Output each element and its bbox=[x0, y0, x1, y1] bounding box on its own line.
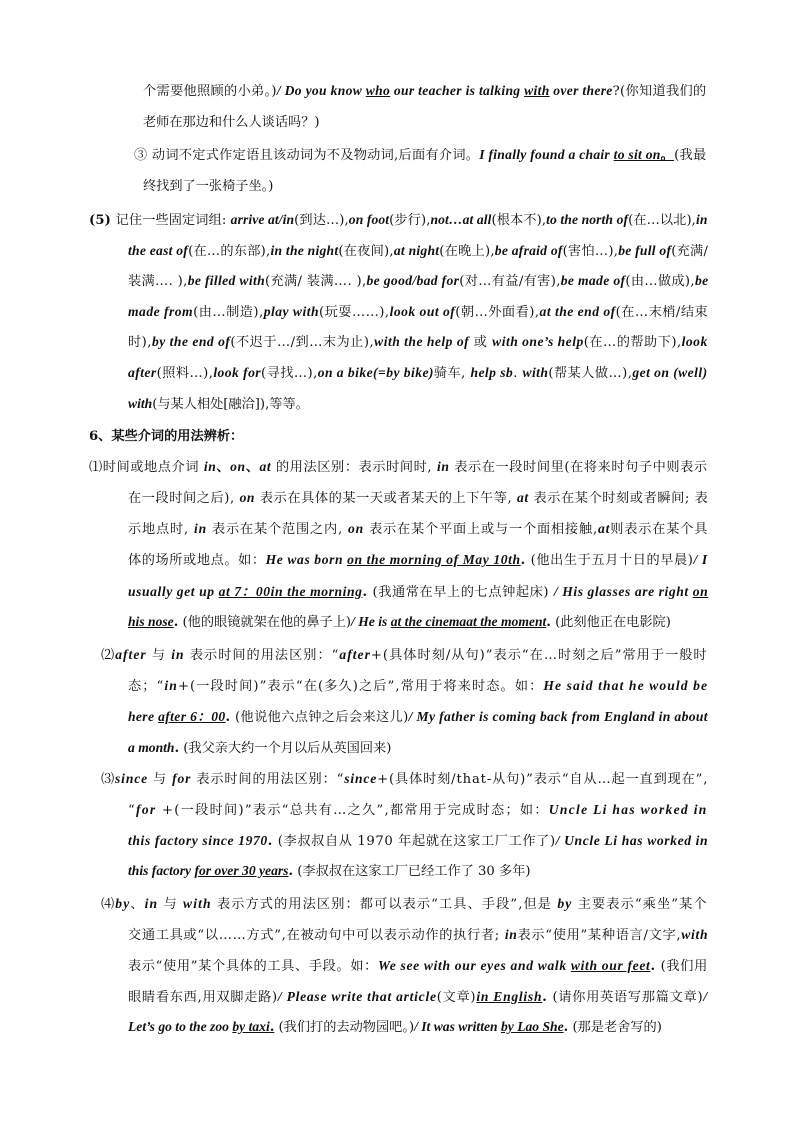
text-line bbox=[128, 1017, 662, 1038]
text-run: by the end of bbox=[151, 334, 231, 349]
text-line bbox=[128, 676, 708, 697]
text-run: (我通常在早上的七点钟起床) bbox=[367, 585, 554, 600]
text-line bbox=[128, 987, 708, 1008]
text-run: who bbox=[365, 83, 391, 98]
text-run: to the north of bbox=[546, 212, 629, 227]
text-run: 表示在一段时间里(在将来时句子中则表示 bbox=[449, 460, 708, 475]
text-run: . bbox=[288, 864, 294, 879]
text-run: 态；“ bbox=[128, 679, 165, 694]
text-run: since bbox=[344, 771, 378, 786]
text-run: after bbox=[339, 647, 371, 662]
text-run: 装满…. ), bbox=[128, 274, 188, 289]
text-run: 、 bbox=[216, 460, 231, 475]
text-line bbox=[143, 113, 320, 133]
text-run: 则表示在某个具 bbox=[610, 522, 709, 537]
text-run: (他的眼镜就架在他的鼻子上) bbox=[178, 615, 352, 630]
text-run: . bbox=[267, 834, 273, 849]
text-line bbox=[128, 302, 708, 323]
text-run: (害怕…), bbox=[562, 244, 619, 259]
text-run: +(具体时刻/that-从句)”表示“自从…起一直到现在”, bbox=[377, 772, 709, 787]
text-run: (朝…外面看), bbox=[455, 305, 540, 320]
text-run: (那是老舍写的) bbox=[568, 1020, 662, 1035]
text-run: since bbox=[115, 771, 149, 786]
text-run: in bbox=[144, 896, 159, 911]
text-run: at bbox=[517, 490, 529, 505]
text-run: (李叔叔在这家工厂已经工作了 30 多年) bbox=[293, 864, 531, 879]
text-line bbox=[143, 81, 706, 102]
text-run: our teacher is talking bbox=[390, 83, 525, 98]
text-run: (照料…), bbox=[156, 366, 214, 381]
text-line bbox=[128, 861, 531, 882]
text-run: / bbox=[703, 989, 708, 1004]
text-run: by taxi bbox=[232, 1019, 270, 1034]
text-run: (充满/ 装满…. ), bbox=[264, 274, 367, 289]
text-run: 或 bbox=[469, 335, 493, 350]
text-run: be filled with bbox=[187, 273, 265, 288]
text-run: (在晚上), bbox=[439, 244, 495, 259]
text-run: (在…以北), bbox=[628, 213, 696, 228]
text-run: 眼睛看东西,用双脚走路) bbox=[128, 990, 278, 1005]
text-run: in bbox=[203, 459, 217, 474]
text-run: in the night bbox=[270, 243, 339, 258]
text-run: be full of bbox=[618, 243, 672, 258]
text-run: 表示在某个时刻或者瞬间; 表 bbox=[528, 491, 709, 506]
text-run: . bbox=[542, 990, 548, 1005]
text-run: at the end of bbox=[539, 304, 616, 319]
text-run: in bbox=[194, 521, 208, 536]
text-run: the east of bbox=[128, 243, 189, 258]
text-run: 老师在那边和什么人谈话吗？) bbox=[143, 115, 320, 130]
text-run: 6、某些介词的用法辨析： bbox=[89, 429, 244, 444]
text-run: Let’s go to the zoo bbox=[128, 1019, 233, 1034]
text-run: in bbox=[171, 647, 185, 662]
text-run: +(一段时间)”表示“在(多久)之后”,常用于将来时态。如： bbox=[177, 679, 544, 694]
text-run: 。 bbox=[660, 148, 675, 163]
text-run: help sb bbox=[470, 365, 514, 380]
text-line bbox=[128, 738, 391, 759]
text-run: be bbox=[694, 273, 709, 288]
text-run: be afraid of bbox=[494, 243, 563, 258]
text-run: +(一段时间)”表示“总共有…之久”,都常用于完成时态；如： bbox=[156, 803, 549, 818]
text-run: with our feet bbox=[570, 958, 651, 973]
text-run: ⑷ bbox=[101, 897, 116, 912]
text-run: 记住一些固定词组: bbox=[115, 213, 231, 228]
text-run: after 6：00 bbox=[158, 709, 226, 724]
text-run: (玩耍……), bbox=[319, 305, 390, 320]
text-line bbox=[128, 956, 708, 977]
text-run: . bbox=[362, 585, 368, 600]
text-run: at the cinemaat the moment bbox=[390, 614, 547, 629]
text-run: a month bbox=[128, 740, 175, 755]
text-run: at bbox=[259, 459, 272, 474]
text-run: with bbox=[183, 896, 212, 911]
text-run: at bbox=[598, 521, 611, 536]
text-run: in bbox=[164, 678, 178, 693]
text-run: 交通工具或“以……方式”,在被动句中可以表示动作的执行者; bbox=[128, 928, 505, 943]
text-run: (请你用英语写那篇文章) bbox=[547, 990, 704, 1005]
text-run: 主要表示“乘坐”某个 bbox=[572, 897, 708, 912]
text-run: 与 bbox=[146, 648, 172, 663]
text-run: (我们用 bbox=[655, 959, 708, 974]
text-run: / Please write that article bbox=[277, 989, 437, 1004]
text-run: in bbox=[695, 212, 708, 227]
text-run: look for bbox=[213, 365, 262, 380]
text-run: (帮某人做…), bbox=[548, 366, 633, 381]
text-run: / My father is coming back from England in about bbox=[408, 709, 708, 724]
text-run: by Lao She bbox=[500, 1019, 564, 1034]
text-run: ⑵ bbox=[101, 648, 116, 663]
text-run: 表示时间的用法区别：“ bbox=[184, 648, 340, 663]
text-line bbox=[101, 894, 708, 915]
text-line bbox=[128, 241, 708, 262]
text-run: (由…制造), bbox=[193, 305, 264, 320]
text-run: / It was written bbox=[414, 1019, 501, 1034]
text-run: get on (well) bbox=[632, 365, 708, 380]
text-run: “ bbox=[128, 803, 137, 818]
text-line bbox=[143, 177, 273, 197]
text-line bbox=[89, 457, 708, 478]
text-run: 的用法区别：表示时间时, bbox=[271, 460, 437, 475]
text-run: (步行), bbox=[389, 213, 431, 228]
text-line bbox=[128, 800, 708, 821]
text-run: with one’s help bbox=[492, 334, 584, 349]
text-run: after bbox=[115, 647, 147, 662]
text-run: usually get up bbox=[128, 584, 219, 599]
text-run: 在一段时间之后), bbox=[128, 491, 240, 506]
text-run: after bbox=[128, 365, 157, 380]
text-line bbox=[128, 363, 708, 384]
text-run: not…at all bbox=[430, 212, 492, 227]
text-run: ?(你知道我们的 bbox=[612, 84, 707, 99]
text-run: . bbox=[174, 741, 180, 756]
text-run: with bbox=[522, 365, 549, 380]
text-run: on the morning of May 10th bbox=[347, 552, 521, 567]
text-run: (5) bbox=[89, 213, 116, 228]
text-line bbox=[128, 550, 708, 571]
text-run: arrive at/in bbox=[230, 212, 295, 227]
text-run: 、 bbox=[245, 460, 260, 475]
text-run: (他说他六点钟之后会来这儿) bbox=[230, 710, 409, 725]
text-line bbox=[101, 769, 708, 790]
text-run: with the help of bbox=[374, 334, 470, 349]
text-run: at night bbox=[393, 243, 440, 258]
text-run: 、 bbox=[130, 897, 145, 912]
text-run: We see with our eyes and walk bbox=[378, 958, 571, 973]
text-run: (我最 bbox=[674, 148, 707, 163]
text-run: here bbox=[128, 709, 159, 724]
text-run: with bbox=[524, 83, 550, 98]
text-run: (对…有益/有害), bbox=[459, 274, 561, 289]
text-run: . bbox=[173, 615, 179, 630]
text-run: He was born bbox=[265, 552, 348, 567]
text-line bbox=[128, 332, 708, 353]
text-run: for bbox=[172, 771, 192, 786]
text-run: . bbox=[546, 615, 551, 630]
text-run: ③ 动词不定式作定语且该动词为不及物动词,后面有介词。 bbox=[134, 148, 480, 163]
text-run: by bbox=[557, 896, 573, 911]
text-run: . bbox=[520, 553, 526, 568]
text-run: (到达…), bbox=[294, 213, 349, 228]
text-run: play with bbox=[263, 304, 319, 319]
text-run: / Uncle Li has worked in bbox=[555, 833, 709, 848]
text-run: (我父亲大约一个月以后从英国回来) bbox=[179, 741, 392, 756]
text-run: in bbox=[504, 927, 518, 942]
text-run: (不迟于…/到…末为止), bbox=[230, 335, 375, 350]
text-run: He said that he would be bbox=[543, 678, 709, 693]
text-run: in English bbox=[476, 989, 543, 1004]
text-run: 时), bbox=[128, 335, 152, 350]
text-run: (充满/ bbox=[671, 244, 709, 259]
text-run: 个需要他照顾的小弟。) bbox=[143, 84, 277, 99]
text-run: 终找到了一张椅子坐。) bbox=[143, 179, 274, 194]
text-line bbox=[89, 210, 708, 231]
text-run: 体的场所或地点。如： bbox=[128, 553, 266, 568]
text-line bbox=[134, 145, 706, 166]
text-run: at 7：00in the morning bbox=[218, 584, 363, 599]
text-run: for over 30 years bbox=[194, 863, 289, 878]
text-run: for bbox=[136, 802, 157, 817]
text-run: . bbox=[650, 959, 656, 974]
text-run: 表示在某个范围之内, bbox=[207, 522, 349, 537]
text-run: . bbox=[225, 710, 231, 725]
text-run: in bbox=[436, 459, 450, 474]
text-run: (此刻他正在电影院) bbox=[550, 615, 671, 630]
text-run: . bbox=[269, 1020, 275, 1035]
text-run: (在…的帮助下), bbox=[583, 335, 682, 350]
text-run: on foot bbox=[348, 212, 390, 227]
text-run: / His glasses are right bbox=[553, 584, 693, 599]
text-run: on bbox=[239, 490, 256, 505]
text-line bbox=[128, 925, 708, 946]
text-run: +(具体时刻/从句)”表示“在…时刻之后”常用于一般时 bbox=[370, 648, 708, 663]
text-run: (我们打的去动物园吧。) bbox=[274, 1020, 415, 1035]
text-run: be made of bbox=[560, 273, 626, 288]
text-run: on bbox=[348, 521, 365, 536]
text-run: (在…的东部), bbox=[188, 244, 271, 259]
text-run: 表示时间的用法区别：“ bbox=[191, 772, 345, 787]
text-run: his nose bbox=[128, 614, 174, 629]
text-line bbox=[128, 831, 708, 852]
text-run: this factory bbox=[128, 863, 195, 878]
text-run: (他出生于五月十日的早晨) bbox=[525, 553, 694, 568]
text-run: (李叔叔自从 1970 年起就在这家工厂工作了) bbox=[273, 834, 556, 849]
text-line bbox=[128, 488, 708, 509]
text-run: 表示“使用”某个具体的工具、手段。如： bbox=[128, 959, 379, 974]
text-line bbox=[128, 519, 708, 540]
text-line bbox=[128, 271, 708, 292]
text-line bbox=[128, 707, 708, 728]
text-run: 表示在某个平面上或与一个面相接触, bbox=[364, 522, 599, 537]
text-run: 与 bbox=[158, 897, 184, 912]
text-run: on bbox=[692, 584, 709, 599]
text-run: 表示方式的用法区别：都可以表示“工具、手段”,但是 bbox=[211, 897, 558, 912]
text-run: (根本不), bbox=[491, 213, 547, 228]
text-run: by bbox=[115, 896, 131, 911]
text-run: over there bbox=[549, 83, 613, 98]
text-run: this factory since 1970 bbox=[128, 833, 268, 848]
text-run: made from bbox=[128, 304, 194, 319]
text-run: I finally found a chair bbox=[479, 147, 614, 162]
text-run: / I bbox=[693, 552, 708, 567]
text-run: on bbox=[230, 459, 246, 474]
text-line bbox=[128, 582, 708, 603]
text-line bbox=[128, 612, 671, 633]
text-run: ⑴时间或地点介词 bbox=[89, 460, 204, 475]
text-run: 示地点时, bbox=[128, 522, 195, 537]
text-run: 表示“使用”某种语言/文字, bbox=[517, 928, 682, 943]
text-run: be good/bad for bbox=[366, 273, 460, 288]
text-line bbox=[128, 394, 309, 415]
text-run: (由…做成), bbox=[625, 274, 695, 289]
text-line bbox=[89, 427, 243, 447]
text-run: . bbox=[513, 366, 523, 381]
text-run: to sit on bbox=[613, 147, 661, 162]
text-run: with bbox=[128, 396, 153, 411]
text-run: / Do you know bbox=[276, 83, 366, 98]
text-line bbox=[101, 645, 708, 666]
text-run: . bbox=[563, 1020, 569, 1035]
text-run: ⑶ bbox=[101, 772, 116, 787]
text-run: (寻找…), bbox=[261, 366, 318, 381]
text-run: Uncle Li has worked in bbox=[548, 802, 708, 817]
text-run: 骑车, bbox=[433, 366, 471, 381]
text-run: on a bike(=by bike) bbox=[317, 365, 434, 380]
text-run: 表示在具体的某一天或者某天的上下午等, bbox=[255, 491, 518, 506]
text-run: look out of bbox=[389, 304, 456, 319]
text-run: / He is bbox=[351, 614, 391, 629]
text-run: 与 bbox=[148, 772, 173, 787]
text-run: (与某人相处[融洽]),等等。 bbox=[152, 397, 309, 412]
text-run: (文章) bbox=[436, 990, 477, 1005]
text-run: (在夜间), bbox=[338, 244, 394, 259]
text-run: with bbox=[681, 927, 709, 942]
text-run: (在…末梢/结束 bbox=[615, 305, 709, 320]
text-run: look bbox=[681, 334, 708, 349]
